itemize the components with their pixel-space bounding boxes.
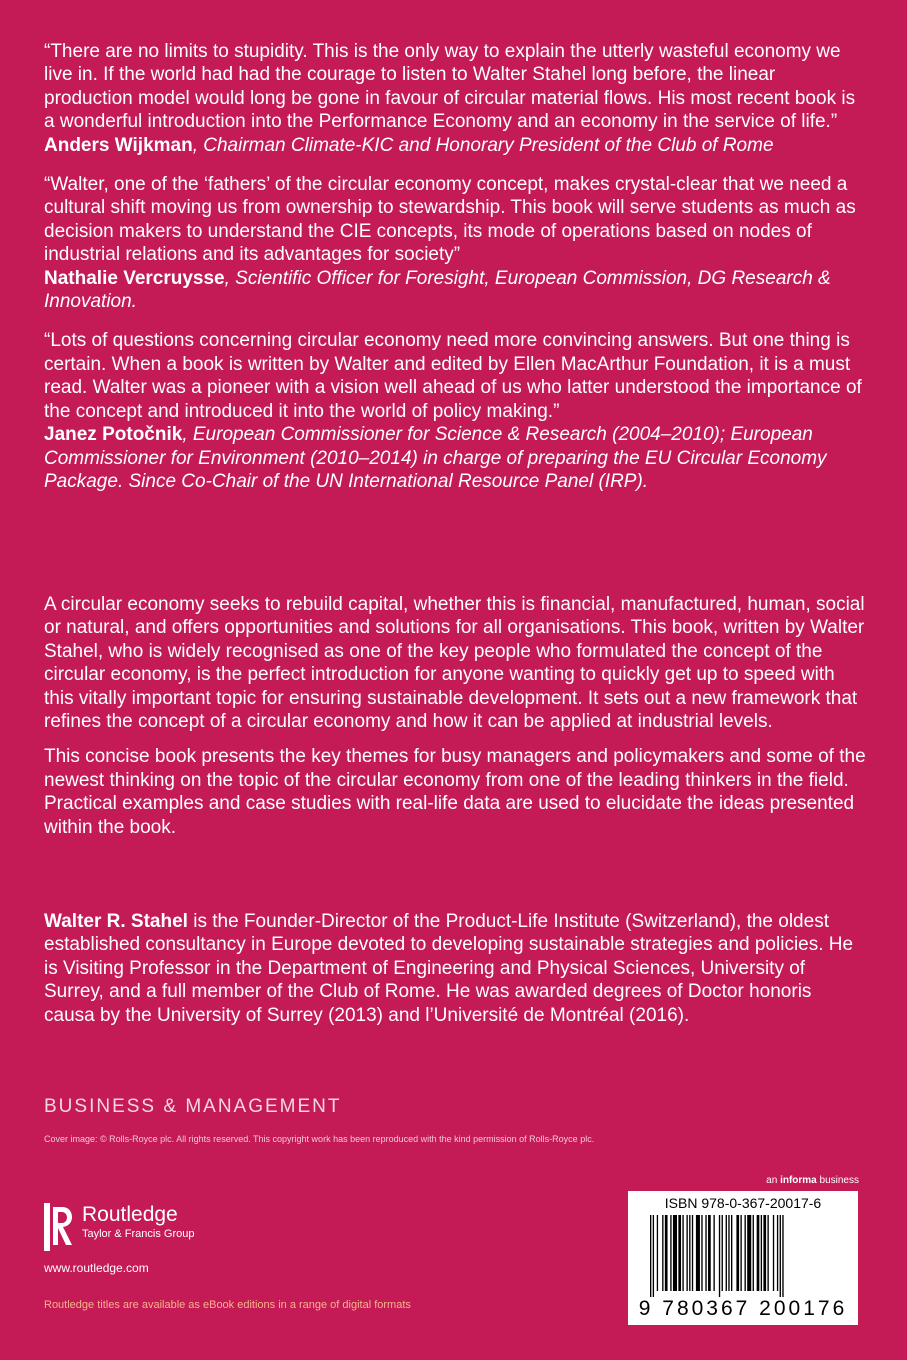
- barcode-bar: [722, 1215, 723, 1291]
- barcode-bar: [753, 1215, 754, 1291]
- barcode-bar: [757, 1215, 760, 1291]
- cover-credit: Cover image: © Rolls-Royce plc. All rights reserved. This copyright work has been reproduced with the kind permission of Rolls-Royce plc.: [44, 1134, 595, 1144]
- barcode-bar: [763, 1215, 766, 1291]
- ebook-note: Routledge titles are available as eBook editions in a range of digital formats: [44, 1299, 411, 1311]
- publisher-name: Routledge: [82, 1203, 178, 1226]
- barcode-bar: [686, 1215, 687, 1291]
- barcode-bar: [747, 1215, 751, 1291]
- author-bio-body: is the Founder-Director of the Product-Life Institute (Switzerland), the oldest established consultancy in Europe devoted to developing sustainable strategies and policies. He is Visiting Professor in the Department of Engineering and Physical Sciences, University of Surrey, and a full member of the Club of Rome. He was awarded degrees of Doctor honoris causa by the University of Surrey (2013) and l’Université de Montréal (2016).: [44, 911, 854, 1026]
- informa-brand: informa: [780, 1175, 817, 1186]
- barcode-bar: [736, 1215, 739, 1291]
- endorsement-quote: “Walter, one of the ‘fathers’ of the circular economy concept, makes crystal-clear that we need a cultural shift moving us from ownership to stewardship. This book will serve students as much as decision makers to understand the CIE concepts, its mode of operations based on nodes of industrial relations and its advantages for society”: [44, 174, 856, 266]
- barcode-bar: [657, 1215, 658, 1291]
- endorser-name: Nathalie Vercruysse: [44, 267, 225, 289]
- barcode-bars: [648, 1215, 838, 1297]
- barcode-bar: [728, 1215, 729, 1291]
- barcode-bar: [692, 1215, 693, 1291]
- barcode-bar: [665, 1215, 668, 1291]
- endorser-name: Janez Potočnik: [44, 424, 183, 446]
- endorser-role: , Scientific Officer for Foresight, European Commission, DG Research & Innovation.: [44, 267, 831, 313]
- description-paragraph-2: This concise book presents the key themes for busy managers and policymakers and some of the newest thinking on the topic of the circular economy from one of the leading thinkers in the field. Practical examples and case studies with real-life data are used to elucidate the ideas presented within the book.: [44, 746, 866, 838]
- endorsement-attribution: [44, 423, 866, 493]
- barcode-bar: [745, 1215, 746, 1291]
- barcode-bar: [701, 1215, 702, 1291]
- barcode-bar: [777, 1215, 778, 1291]
- barcode-bar: [780, 1215, 781, 1297]
- endorsement-2: [44, 173, 866, 313]
- author-bio-text: [44, 910, 866, 1027]
- isbn-label: ISBN 978-0-367-20017-6: [664, 1195, 822, 1211]
- barcode-bar: [767, 1215, 768, 1291]
- barcode-bar: [731, 1215, 732, 1291]
- barcode-bar: [662, 1215, 663, 1291]
- endorsement-1: [44, 40, 866, 157]
- barcode-bar: [696, 1215, 700, 1291]
- author-name: Walter R. Stahel: [44, 911, 188, 932]
- barcode-bar: [673, 1215, 677, 1291]
- informa-tagline: an informa business: [766, 1175, 859, 1186]
- endorser-role: , Chairman Climate-KIC and Honorary President of the Club of Rome: [192, 134, 774, 156]
- description-paragraph-1: A circular economy seeks to rebuild capital, whether this is financial, manufactured, human, social or natural, and offers opportunities and solutions for all organisations. This book, written by Walter Stahel, who is widely recognised as one of the key people who formulated the concept of the circular economy, is the perfect introduction for anyone wanting to quickly get up to speed with this vitally important topic for ensuring sustainable development. It sets out a new framework that refines the concept of a circular economy and how it can be applied at industrial levels.: [44, 594, 865, 733]
- endorsement-quote: “There are no limits to stupidity. This is the only way to explain the utterly wasteful economy we live in. If the world had had the courage to listen to Walter Stahel long before, the linear production model would long be gone in favour of circular material flows. His most recent book is a wonderful introduction into the Performance Economy and an economy in the service of life.”: [44, 41, 856, 133]
- publisher-logo: [44, 1203, 194, 1251]
- barcode-bar: [726, 1215, 727, 1291]
- subject-category: BUSINESS & MANAGEMENT: [44, 1096, 342, 1117]
- routledge-r-icon: [44, 1203, 74, 1251]
- endorser-role: , European Commissioner for Science & Research (2004–2010); European Commissioner for Environment (2010–2014) in charge of preparing the EU Circular Economy Package. Since Co-Chair of the UN International Resource Panel (IRP).: [44, 424, 827, 492]
- barcode-bar: [708, 1215, 711, 1291]
- barcode-bar: [740, 1215, 741, 1291]
- barcode-bar: [689, 1215, 690, 1291]
- barcode-bar: [761, 1215, 762, 1291]
- barcode-bar: [670, 1215, 671, 1291]
- endorser-name: Anders Wijkman: [44, 134, 193, 156]
- barcode-bar: [650, 1215, 651, 1297]
- barcode-bar: [713, 1215, 714, 1291]
- barcode-bar: [773, 1215, 774, 1291]
- endorsement-attribution: [44, 267, 866, 314]
- barcode-bar: [782, 1215, 783, 1297]
- barcode-bar: [682, 1215, 683, 1291]
- barcode-digits: 9 780367 200176: [638, 1297, 848, 1320]
- endorsement-3: [44, 329, 866, 493]
- publisher-group: Taylor & Francis Group: [82, 1228, 195, 1240]
- endorsements: [44, 40, 866, 509]
- endorsement-quote: “Lots of questions concerning circular economy need more convincing answers. But one thing is certain. When a book is written by Walter and edited by Ellen MacArthur Foundation, it is a must read. Walter was a pioneer with a vision well ahead of us who latter understood the importance of the concept and introduced it into the world of policy making.”: [44, 330, 862, 422]
- barcode-bar: [719, 1215, 720, 1297]
- publisher-website: www.routledge.com: [44, 1261, 149, 1275]
- endorsement-attribution: [44, 134, 866, 157]
- book-description: [44, 593, 866, 851]
- barcode-bar: [705, 1215, 706, 1291]
- isbn-barcode: [628, 1191, 858, 1325]
- barcode-bar: [653, 1215, 654, 1297]
- author-bio: [44, 910, 866, 1027]
- barcode-bar: [678, 1215, 681, 1291]
